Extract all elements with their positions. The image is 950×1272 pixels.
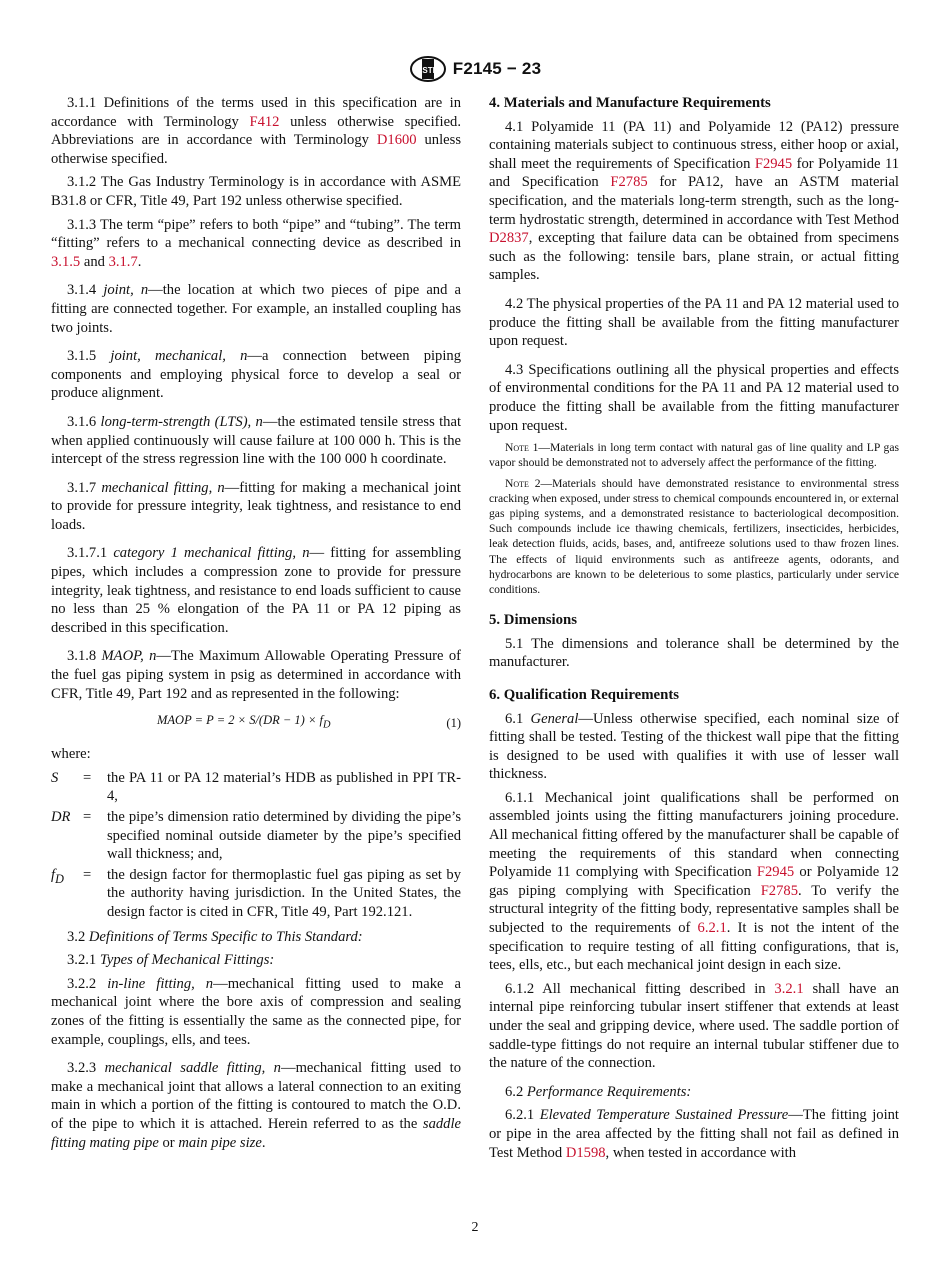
page-header <box>0 56 950 82</box>
para-3-1-4: 3.1.4 joint, n—the location at which two pieces of pipe and a fitting are connected together. For example, an installed coupling has two joints. <box>51 282 461 336</box>
left-column <box>51 94 461 1157</box>
para-3-1-1: 3.1.1 Definitions of the terms used in this specification are in accordance with Terminology F412 unless otherwise specified. Abbreviations are in accordance with Terminology D1600 unless otherwise specified. <box>51 95 461 167</box>
para-3-2: 3.2 Definitions of Terms Specific to This Standard: <box>67 928 363 945</box>
para-3-2-3: 3.2.3 mechanical saddle fitting, n—mechanical fitting used to make a mechanical joint that allows a lateral connection to an exiting main in which a portion of the fitting is contoured to match the O.D. of the pipe to which it is attached. Herein referred to as the saddle fitting mating pipe or main pipe size. <box>51 1060 461 1151</box>
para-6-2-1: 6.2.1 Elevated Temperature Sustained Pressure—The fitting joint or pipe in the area affected by the fitting shall not fail as defined in Test Method D1598, when tested in accordance with <box>489 1107 899 1161</box>
link-3-2-1[interactable]: 3.2.1 <box>774 980 804 997</box>
para-3-1-7-1: 3.1.7.1 category 1 mechanical fitting, n— fitting for assembling pipes, which includes a compression zone to provide for pressure integrity, leak tightness, and resistance to end loads sufficient to cause no less than 25 % elongation of the PA 11 or PA 12 piping as described in this specification. <box>51 545 461 636</box>
link-3-1-7[interactable]: 3.1.7 <box>108 253 138 270</box>
definition-row: DR = the pipe’s dimension ratio determined by dividing the pipe’s specified nominal outside diameter by the pipe’s specified wall thickness; and, <box>51 809 461 863</box>
astm-logo-icon <box>409 56 447 82</box>
link-d1600[interactable]: D1600 <box>376 132 417 149</box>
para-3-1-3: 3.1.3 The term “pipe” refers to both “pipe” and “tubing”. The term “fitting” refers to a mechanical connecting device as described in 3.1.5 and 3.1.7. <box>51 216 461 270</box>
link-6-2-1[interactable]: 6.2.1 <box>697 920 727 937</box>
para-3-2-1: 3.2.1 Types of Mechanical Fittings: <box>67 952 275 969</box>
definition-row: S = the PA 11 or PA 12 material’s HDB as published in PPI TR-4, <box>51 769 461 805</box>
para-3-1-7: 3.1.7 mechanical fitting, n—fitting for making a mechanical joint to provide for pressure integrity, leak tightness, and resistance to end loads. <box>51 479 461 533</box>
para-3-1-2: 3.1.2 The Gas Industry Terminology is in accordance with ASME B31.8 or CFR, Title 49, Part 192 unless otherwise specified. <box>51 174 461 209</box>
equation-maop <box>51 709 461 737</box>
definition-row: $f_D$ = the design factor for thermoplastic fuel gas piping as set by the authority having jurisdiction. In the United States, the design factor is cited in CFR, Title 49, Part 192.121. <box>51 866 461 920</box>
para-6-1: 6.1 General—Unless otherwise specified, each nominal size of fitting shall be tested. Testing of the thickest wall pipe that the fitting is designed to be used with qualifies it with use of lesser wall thickness. <box>489 710 899 783</box>
link-f2785[interactable]: F2785 <box>760 882 798 899</box>
where-label: where: <box>51 746 91 763</box>
para-3-1-5: 3.1.5 joint, mechanical, n—a connection between piping components and employing physical force to develop a seal or produce alignment. <box>51 348 461 402</box>
para-3-1-6: 3.1.6 long-term-strength (LTS), n—the estimated tensile stress that when applied continuously will cause failure at 100 000 h. This is the intercept of the stress regression line with the 100 000 h coordinate. <box>51 413 461 468</box>
link-3-1-5[interactable]: 3.1.5 <box>51 253 81 270</box>
link-f412[interactable]: F412 <box>249 113 280 130</box>
document-designation: F2145 − 23 <box>452 59 542 78</box>
link-d1598[interactable]: D1598 <box>565 1144 606 1161</box>
para-4-1: 4.1 Polyamide 11 (PA 11) and Polyamide 12 (PA12) pressure containing materials subject to continuous stress, either hoop or axial, shall meet the requirements of Specification F2945 for Polyamide 11 and Specification F2785 for PA12, have an ASTM material specification, and the materials long-term strength, such as the long-term hydrostatic strength, determined in accordance with Test Method D2837, excepting that failure data can be obtained from specimens such as the following: tensile bars, plane strain, or actual fitting samples. <box>489 118 899 284</box>
para-4-2: 4.2 The physical properties of the PA 11 and PA 12 material used to produce the fitting shall be available from the fitting manufacturer upon request. <box>489 295 899 350</box>
para-6-2: 6.2 Performance Requirements: <box>505 1083 692 1100</box>
link-f2785[interactable]: F2785 <box>610 174 648 191</box>
link-f2945[interactable]: F2945 <box>756 864 795 881</box>
section-heading-4: 4. Materials and Manufacture Requirements <box>489 95 771 111</box>
equation-number: (1) <box>446 715 461 730</box>
para-3-1-8: 3.1.8 MAOP, n—The Maximum Allowable Operating Pressure of the fuel gas piping system in psig as determined in accordance with CFR, Title 49, Part 192 and as represented in the following: <box>51 648 461 702</box>
para-6-1-1: 6.1.1 Mechanical joint qualifications shall be performed on assembled joints using the fitting manufacturers joining procedure. All mechanical fitting offered by the manufacturer shall be capable of meeting the requirements of this standard when connecting Polyamide 11 complying with Specification F2945 or Polyamide 12 gas piping complying with Specification F2785. To verify the structural integrity of the fitting body, representative samples shall be subjected to the requirements of 6.2.1. It is not the intent of the specification to require testing of all fitting configurations, that is, tees, ells, etc., but each mechanical joint design in each size. <box>489 789 899 974</box>
para-5-1: 5.1 The dimensions and tolerance shall be determined by the manufacturer. <box>489 635 899 671</box>
para-6-1-2: 6.1.2 All mechanical fitting described in 3.2.1 shall have an internal pipe reinforcing tubular insert stiffener that extends at least under the seal and gripping device, where used. The saddle portion of saddle-type fittings do not require an internal tubular stiffener due to the nature of the connection. <box>489 980 899 1072</box>
section-heading-6: 6. Qualification Requirements <box>489 686 680 703</box>
note-2: Note 2—Materials should have demonstrated resistance to environmental stress cracking when exposed, under stress to chemical compounds encountered in, or external gas piping systems, and a demonstrated resistance to bacteriological decomposition. Such compounds include ice thawing chemicals, fertilizers, insecticides, herbicides, leak detection fluids, acids, bases, and, antifreeze solutions used to thaw frozen lines. The effects of liquid environments such as antifreeze agents, odorants, and hydrocarbons are known to be deleterious to some plastics, particularly under service conditions. <box>489 476 899 596</box>
svg-text:ASTM: ASTM <box>416 66 440 75</box>
variable-definitions <box>51 769 461 922</box>
para-4-3: 4.3 Specifications outlining all the physical properties and effects of environmental conditions for the PA 11 and PA 12 material used to produce the fitting shall be available from the fitting manufacturer upon request. <box>489 361 899 434</box>
link-f2945[interactable]: F2945 <box>754 155 793 172</box>
note-1: Note 1—Materials in long term contact with natural gas of line quality and LP gas vapor should be demonstrated not to adversely affect the performance of the fitting. <box>489 441 899 470</box>
equation-formula: MAOP = $P = 2 \times S/(DR - 1) \times f_D$ <box>157 713 331 731</box>
page-number: 2 <box>471 1220 479 1235</box>
section-heading-5: 5. Dimensions <box>489 612 577 629</box>
link-d2837[interactable]: D2837 <box>489 230 529 247</box>
para-3-2-2: 3.2.2 in-line fitting, n—mechanical fitting used to make a mechanical joint where the bore axis of compression and sealing zones of the fitting is essentially the same as the connected pipe, for example, couplings, ells, and tees. <box>51 975 461 1048</box>
right-column <box>489 94 899 1167</box>
